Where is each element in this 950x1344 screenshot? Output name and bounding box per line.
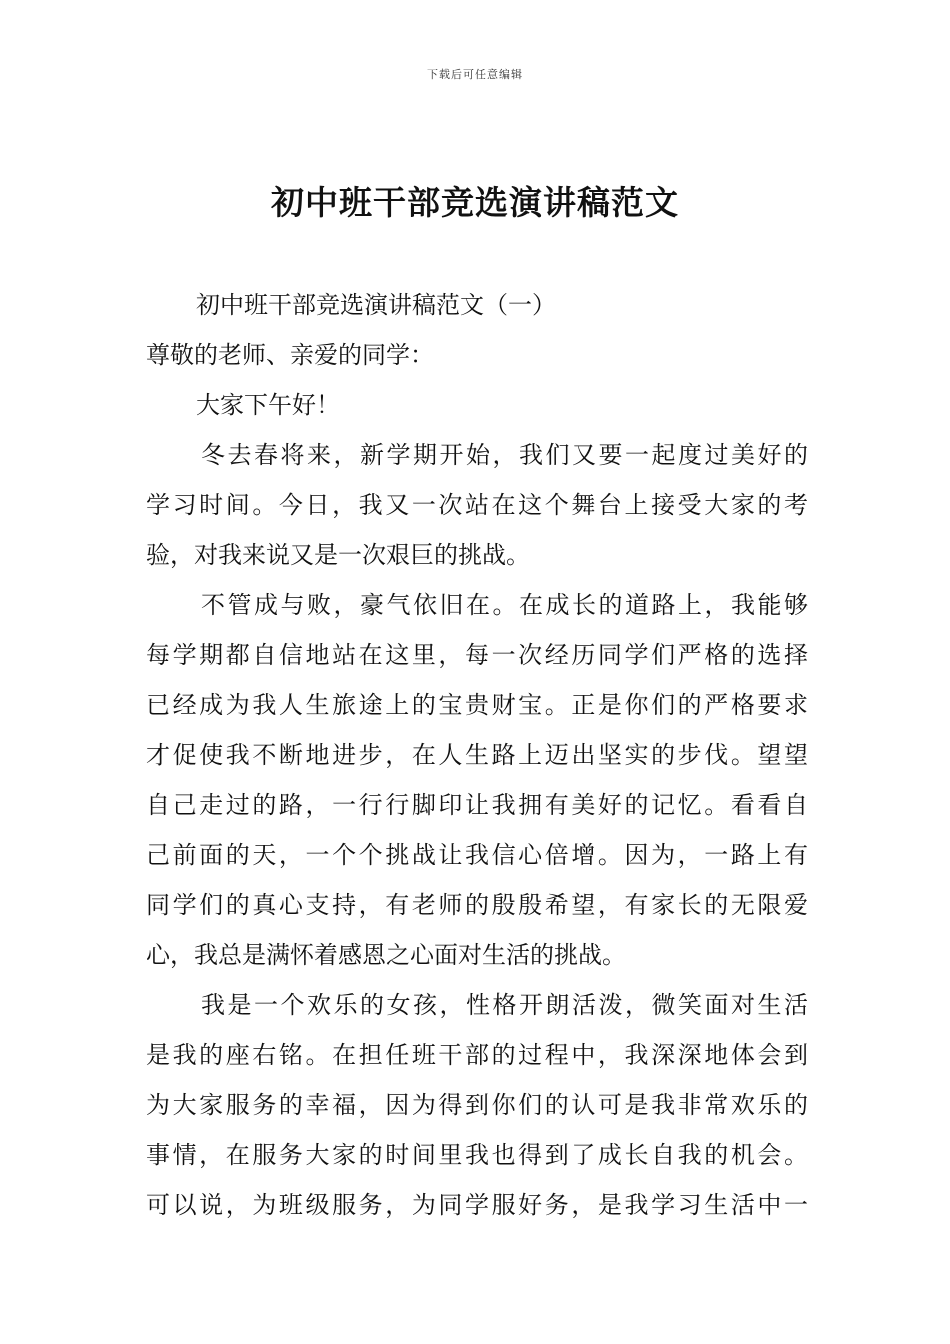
paragraph-line: 己前面的天，一个个挑战让我信心倍增。因为，一路上有 <box>146 841 808 869</box>
header-note: 下载后可任意编辑 <box>427 68 523 81</box>
section-heading: 初中班干部竞选演讲稿范文（一） <box>196 291 556 319</box>
paragraph-line: 是我的座右铭。在担任班干部的过程中，我深深地体会到 <box>146 1041 808 1069</box>
paragraph-line: 才促使我不断地进步，在人生路上迈出坚实的步伐。望望 <box>146 741 808 769</box>
paragraph-line: 心，我总是满怀着感恩之心面对生活的挑战。 <box>146 941 626 969</box>
paragraph-line: 已经成为我人生旅途上的宝贵财宝。正是你们的严格要求 <box>146 691 808 719</box>
document-title: 初中班干部竞选演讲稿范文 <box>271 183 679 222</box>
paragraph-line: 每学期都自信地站在这里，每一次经历同学们严格的选择 <box>146 641 808 669</box>
document-body <box>146 280 808 1230</box>
paragraph-line: 冬去春将来，新学期开始，我们又要一起度过美好的 <box>201 441 808 469</box>
paragraph-line: 学习时间。今日，我又一次站在这个舞台上接受大家的考 <box>146 491 808 519</box>
paragraph-line: 事情，在服务大家的时间里我也得到了成长自我的机会。 <box>146 1141 808 1169</box>
greeting: 大家下午好！ <box>196 391 340 419</box>
paragraph-line: 同学们的真心支持，有老师的殷殷希望，有家长的无限爱 <box>146 891 808 919</box>
paragraph-line: 不管成与败，豪气依旧在。在成长的道路上，我能够 <box>201 591 808 619</box>
paragraph-line: 可以说，为班级服务，为同学服好务，是我学习生活中一 <box>146 1191 808 1219</box>
paragraph-line: 自己走过的路，一行行脚印让我拥有美好的记忆。看看自 <box>146 791 808 819</box>
paragraph-line: 为大家服务的幸福，因为得到你们的认可是我非常欢乐的 <box>146 1091 808 1119</box>
paragraph-line: 验，对我来说又是一次艰巨的挑战。 <box>146 541 530 569</box>
paragraph-line: 我是一个欢乐的女孩，性格开朗活泼，微笑面对生活 <box>201 991 808 1019</box>
salutation: 尊敬的老师、亲爱的同学： <box>146 341 434 369</box>
